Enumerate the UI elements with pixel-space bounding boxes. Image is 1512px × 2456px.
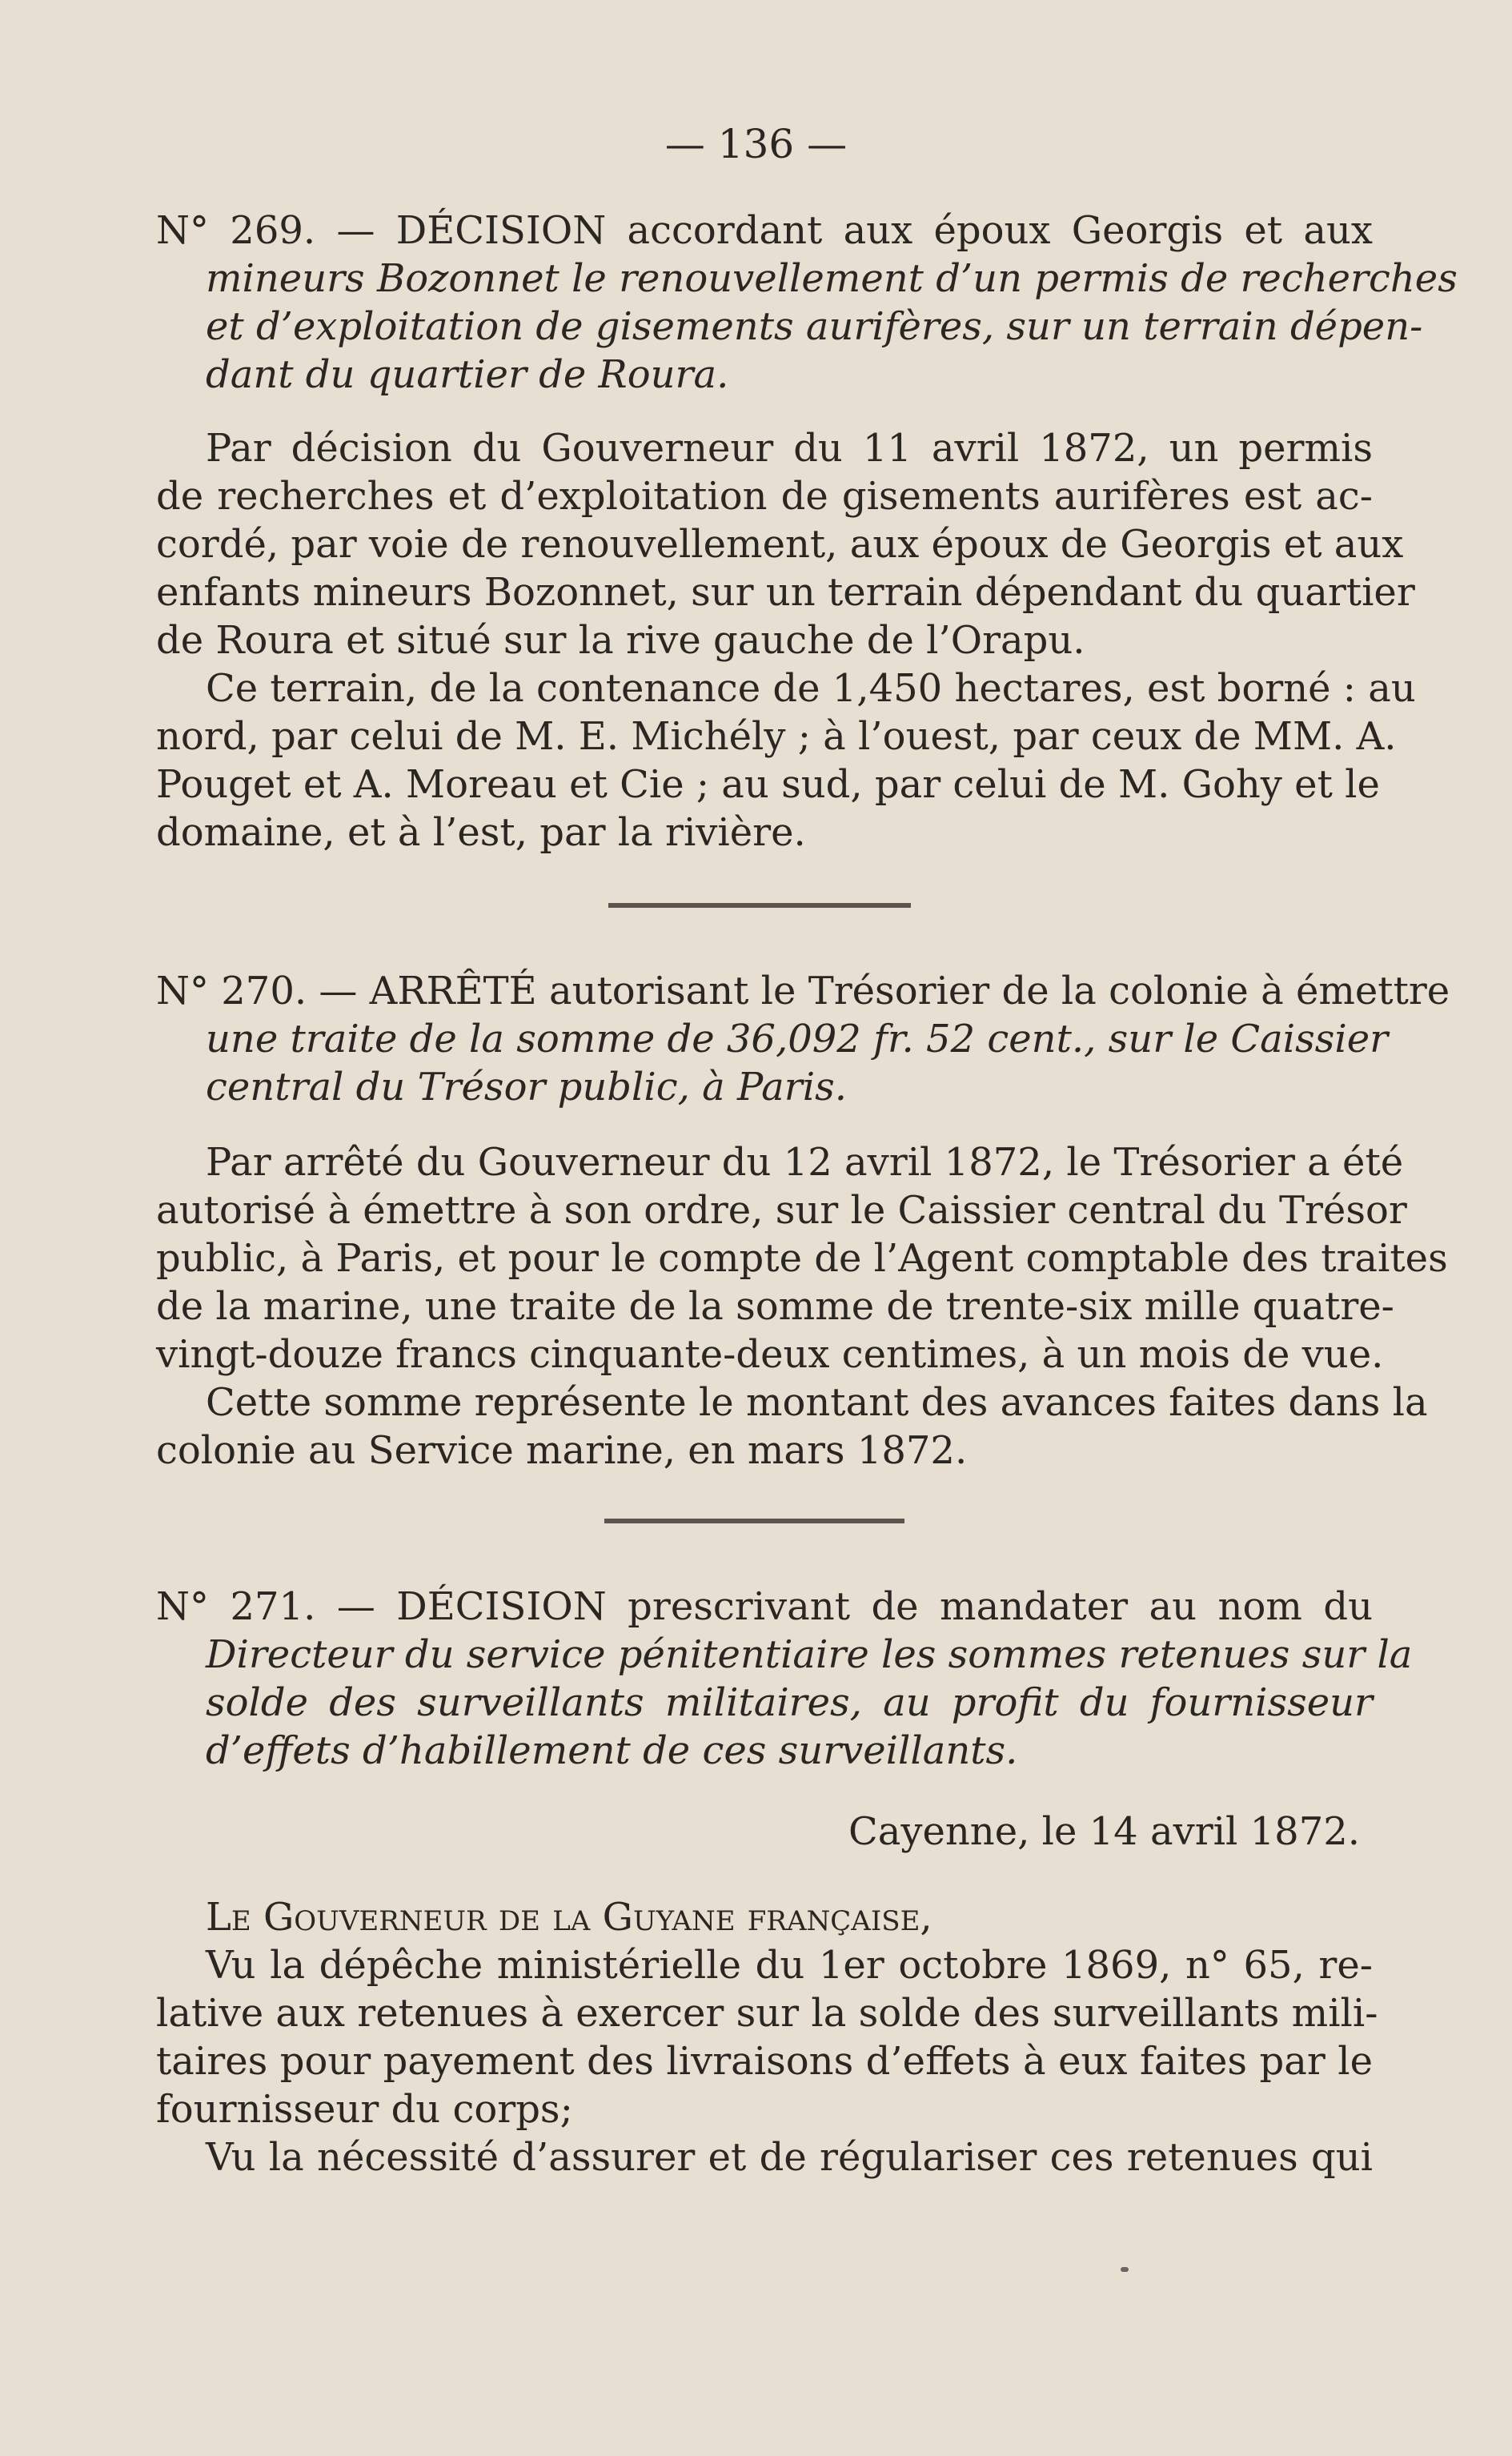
body-line: Par décision du Gouverneur du 11 avril 1872, un permis: [206, 426, 1373, 471]
body-line: Pouget et A. Moreau et Cie ; au sud, par celui de M. Gohy et le: [156, 762, 1380, 807]
body-line: Le Gouverneur de la Guyane française,: [206, 1895, 932, 1940]
body-line: de la marine, une traite de la somme de trente-six mille quatre-: [156, 1284, 1394, 1329]
heading-line: N° 270. — ARRÊTÉ autorisant le Trésorier de la colonie à émettre: [156, 969, 1450, 1013]
section-divider: [608, 903, 911, 908]
body-line: Par arrêté du Gouverneur du 12 avril 1872, le Trésorier a été: [206, 1140, 1404, 1185]
entry-269-body: [156, 424, 1416, 857]
body-line: autorisé à émettre à son ordre, sur le Caissier central du Trésor: [156, 1188, 1407, 1233]
entry-body: [156, 1893, 1378, 2181]
body-line: Vu la nécessité d’assurer et de régulariser ces retenues qui: [206, 2135, 1373, 2180]
entry-heading: [156, 967, 1450, 1111]
entry-270-body: [156, 1138, 1448, 1475]
heading-line: d’effets d’habillement de ces surveillants.: [206, 1728, 1018, 1773]
entry-heading: [156, 1583, 1413, 1775]
body-line: colonie au Service marine, en mars 1872.: [156, 1428, 968, 1473]
body-line: taires pour payement des livraisons d’effets à eux faites par le: [156, 2039, 1373, 2084]
body-line: public, à Paris, et pour le compte de l’Agent comptable des traites: [156, 1236, 1448, 1281]
entry-body: [156, 424, 1416, 857]
body-line: fournisseur du corps;: [156, 2087, 573, 2132]
heading-line: dant du quartier de Roura.: [206, 352, 729, 397]
heading-line: N° 269. — DÉCISION accordant aux époux Georgis et aux: [156, 208, 1373, 253]
place-date: Cayenne, le 14 avril 1872.: [848, 1809, 1361, 1854]
heading-line: et d’exploitation de gisements aurifères, sur un terrain dépen-: [206, 304, 1423, 349]
heading-line: une traite de la somme de 36,092 fr. 52 cent., sur le Caissier: [206, 1017, 1389, 1061]
ink-speck: [1121, 2267, 1129, 2272]
heading-line: solde des surveillants militaires, au profit du fournisseur: [206, 1680, 1373, 1725]
body-line: Cette somme représente le montant des avances faites dans la: [206, 1380, 1428, 1425]
entry-269: [156, 207, 1458, 399]
heading-line: central du Trésor public, à Paris.: [206, 1065, 847, 1110]
body-line: de Roura et situé sur la rive gauche de l’Orapu.: [156, 618, 1085, 663]
heading-line: N° 271. — DÉCISION prescrivant de mandater au nom du: [156, 1584, 1373, 1629]
body-line: Vu la dépêche ministérielle du 1er octobre 1869, n° 65, re-: [206, 1943, 1373, 1988]
body-line: cordé, par voie de renouvellement, aux époux de Georgis et aux: [156, 522, 1404, 567]
entry-271-body: [156, 1893, 1378, 2181]
body-line: nord, par celui de M. E. Michély ; à l’ouest, par ceux de MM. A.: [156, 714, 1397, 759]
entry-271: [156, 1583, 1413, 1775]
entry-270: [156, 967, 1450, 1111]
body-line: lative aux retenues à exercer sur la solde des surveillants mili-: [156, 1991, 1378, 2036]
heading-line: mineurs Bozonnet le renouvellement d’un permis de recherches: [206, 256, 1458, 301]
body-line: vingt-douze francs cinquante-deux centimes, à un mois de vue.: [156, 1332, 1384, 1377]
entry-body: [156, 1138, 1448, 1475]
body-line: de recherches et d’exploitation de gisements aurifères est ac-: [156, 474, 1373, 519]
heading-line: Directeur du service pénitentiaire les sommes retenues sur la: [206, 1632, 1413, 1677]
body-line: enfants mineurs Bozonnet, sur un terrain dépendant du quartier: [156, 570, 1415, 615]
body-line: Ce terrain, de la contenance de 1,450 hectares, est borné : au: [206, 666, 1416, 711]
page-number: — 136 —: [664, 121, 848, 167]
entry-heading: [156, 207, 1458, 399]
section-divider: [604, 1519, 904, 1523]
body-line: domaine, et à l’est, par la rivière.: [156, 810, 806, 855]
